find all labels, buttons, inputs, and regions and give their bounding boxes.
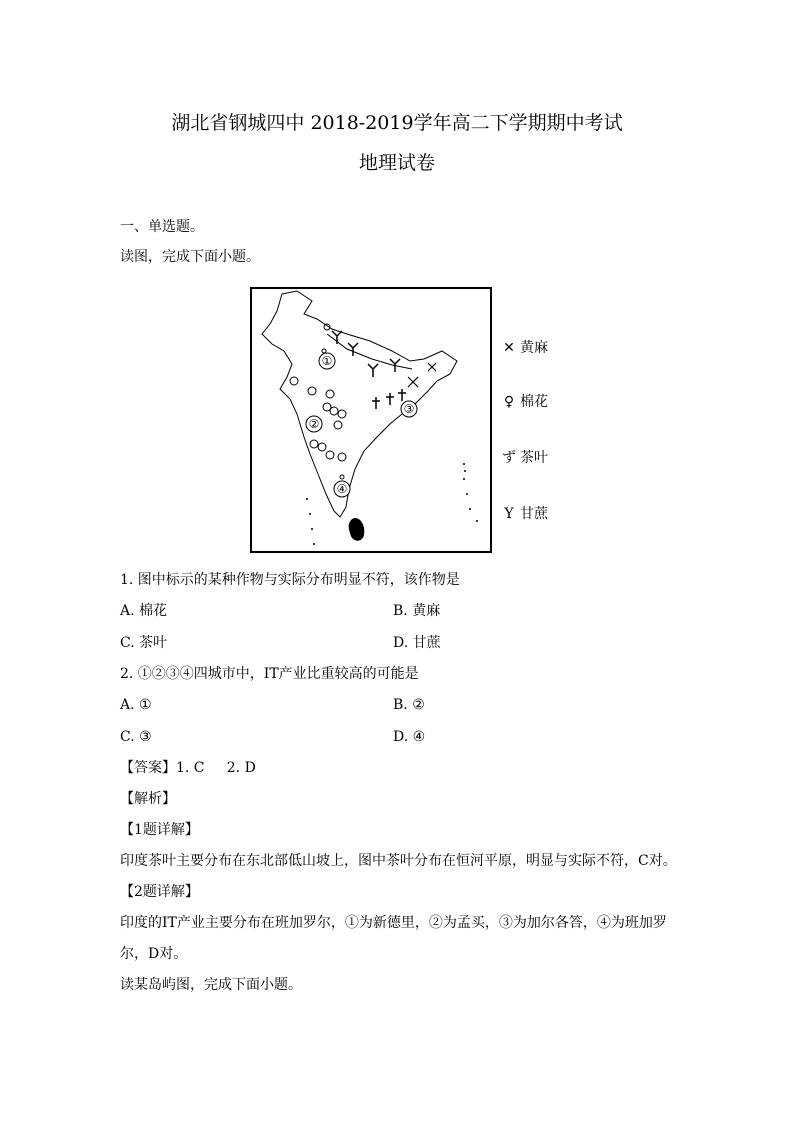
jute-x-icon: ✕ [503, 340, 515, 356]
detail-2-label: 【2题详解】 [120, 884, 199, 900]
answer-line: 【答案】1. C 2. D [120, 760, 256, 776]
india-outline [262, 291, 457, 517]
city-labels [306, 353, 417, 497]
q1-option-a: A. 棉花 [120, 603, 168, 619]
sri-lanka-island [349, 518, 365, 541]
legend-label-tea: 茶叶 [520, 450, 548, 466]
detail-2-text-line2: 尔，D对。 [120, 946, 188, 962]
sugarcane-markers [332, 331, 400, 377]
next-instruction: 读某岛屿图，完成下面小题。 [120, 977, 302, 993]
island-dots [306, 463, 478, 545]
city-label-1: ① [321, 354, 333, 368]
legend-cotton [502, 391, 548, 411]
tea-markers [372, 389, 406, 409]
legend-label-cotton: 棉花 [520, 394, 548, 410]
city-label-2: ② [308, 417, 320, 431]
q2-option-a: A. ① [120, 697, 152, 713]
legend-sugarcane [502, 503, 548, 523]
question-2-stem: 2. ①②③④四城市中，IT产业比重较高的可能是 [120, 666, 419, 682]
q1-option-b: B. 黄麻 [393, 603, 441, 619]
q2-option-b: B. ② [393, 697, 425, 713]
cotton-icon: ♀ [503, 394, 515, 410]
legend-jute [502, 337, 548, 357]
legend-tea [502, 447, 548, 467]
exam-title: 湖北省钢城四中 2018-2019学年高二下学期期中考试 [171, 112, 623, 134]
exam-subtitle: 地理试卷 [358, 152, 435, 174]
map-drawing [252, 289, 490, 551]
question-1-stem: 1. 图中标示的某种作物与实际分布明显不符，该作物是 [120, 572, 460, 588]
city-label-4: ④ [336, 482, 348, 496]
section-heading: 一、单选题。 [120, 219, 204, 235]
q1-option-c: C. 茶叶 [120, 635, 168, 651]
instruction-text: 读图，完成下面小题。 [120, 249, 260, 265]
tea-icon: ず [502, 450, 516, 466]
himalaya-range-line [327, 334, 412, 369]
detail-2-text-line1: 印度的IT产业主要分布在班加罗尔，①为新德里，②为孟买，③为加尔各答，④为班加罗 [120, 915, 667, 931]
detail-1-label: 【1题详解】 [120, 822, 199, 838]
legend-label-sugarcane: 甘蔗 [520, 506, 548, 522]
jute-markers [408, 363, 436, 387]
sugarcane-icon: Y [504, 506, 514, 522]
city-label-3: ③ [403, 402, 415, 416]
detail-1-text: 印度茶叶主要分布在东北部低山坡上，图中茶叶分布在恒河平原，明显与实际不符，C对。 [120, 853, 677, 869]
legend-label-jute: 黄麻 [520, 340, 548, 356]
analysis-label: 【解析】 [120, 791, 176, 807]
q2-option-c: C. ③ [120, 729, 152, 745]
cotton-markers [290, 324, 346, 479]
q2-option-d: D. ④ [393, 729, 426, 745]
q1-option-d: D. 甘蔗 [393, 635, 441, 651]
india-crop-map [250, 287, 492, 553]
